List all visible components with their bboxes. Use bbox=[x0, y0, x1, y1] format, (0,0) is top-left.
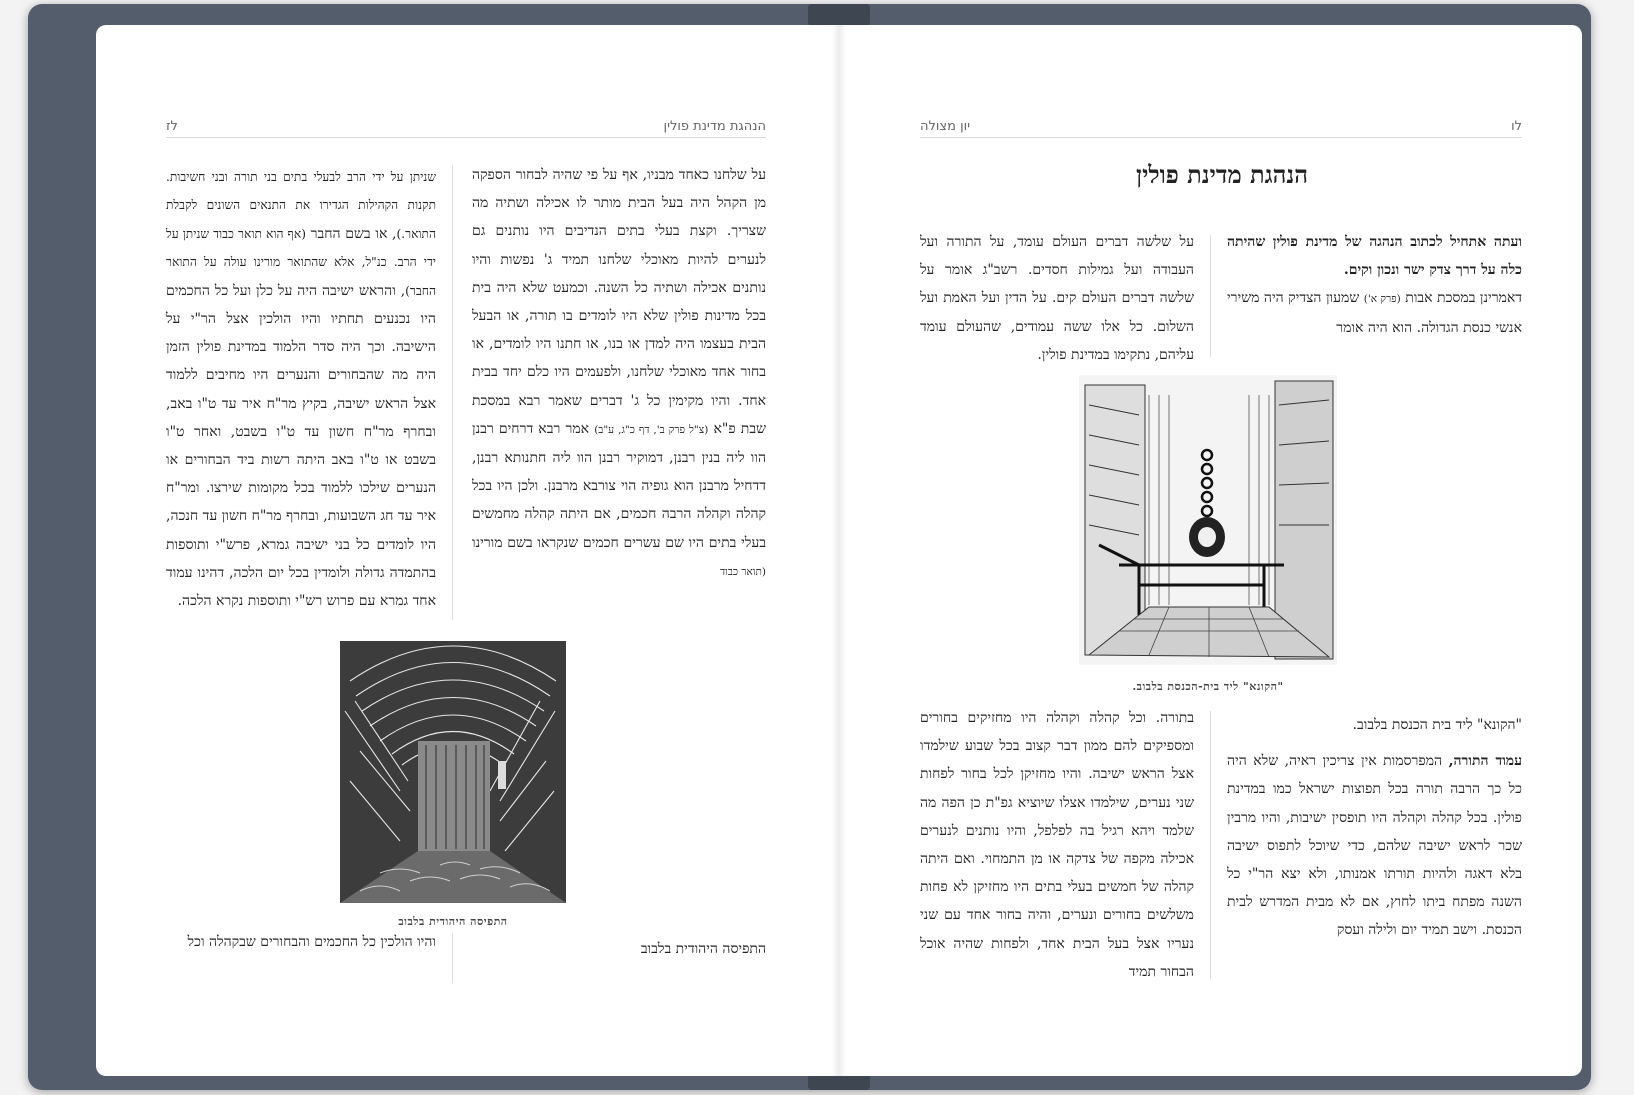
right-upper-left-column: על שלשה דברים העולם עומד, על התורה ועל העבודה ועל גמילות חסדים. רשב"ג אומר על שלשה דברים העולם קים. על הדין ועל האמת ועל השלום. כל אלו ששה עמודים, שהעולם עומד עליהם, נתקימו במדינת פולין. bbox=[920, 234, 1194, 363]
right-column-rule-top bbox=[1210, 235, 1211, 357]
right-running-title: יון מצולה bbox=[920, 119, 971, 134]
right-intro-column bbox=[1227, 228, 1522, 342]
left-col-left-text: שניתן על ידי הרב לבעלי בתים בני תורה ובני חשיבות. תקנות הקהילות הגדירו את התנאים השונים לקבלת התואר.), או בשם החבר (אף הוא תואר כבוד שניתן על ידי הרב. כנ"ל, אלא שהתואר מורינו עולה על התואר החבר), והראש ישיבה היה על כלן ועל כל החכמים היו נכנעים תחתיו והיו הולכין אצל הר"י על הישיבה. וכך היה סדר הלמוד במדינת פולין הזמן היה מה שהבחורים והנערים היו מחיבים ללמוד אצל הראש ישיבה, בקיץ מר"ח איר עד ט"ו באב, ובחרף מר"ח חשון עד ט"ו בשבט, ואחר ט"ו בשבט או ט"ו באב היתה רשות ביד הבחורים או הנערים שילכו ללמוד בכל מקומות שירצו. ומר"ח איר עד חג השבועות, ובחרף מר"ח חשון עד חנכה, היו לומדים כל בני ישיבה גמרא, פרש"י ותוספות בהתמדה גדולה ולומדין בכל יום הלכה, דהינו עמוד אחד גמרא עם פרוש רש"י ותוספות נקרא הלכה. bbox=[166, 170, 436, 610]
left-bottom-right-text: התפיסה היהודית בלבוב bbox=[640, 941, 766, 957]
right-lower-left-column: בתורה. וכל קהלה וקהלה היו מחזיקים בחורים ומספיקים להם ממון דבר קצוב בכל שבוע שילמדו אצל הראש ישיבה. והיו מחזיקן לכל בחור לפחות שני נערים, שילמדו אצלו שיוציא גפ"ת כן הפה מה שלמד ויהא רגיל בה לפלפל, והיו נותנים לנערים אכילה מקפה של צדקה או מן התמחוי. ואם היתה קהלה של חמשים בעלי בתים היו מחזיקן לא פחות משלשים בחורים ונערים, והיה בחור אחד עם שני נעריו אצל בעל הבית אחד, ולפחות שהיה אוכל הבחור תמיד bbox=[920, 710, 1194, 980]
lower-right-caption-line: "הקונא" ליד בית הכנסת בלבוב. bbox=[1352, 717, 1522, 733]
right-running-head bbox=[920, 97, 1522, 138]
right-figure-caption: "הקונא" ליד בית-הכנסת בלבוב. bbox=[1132, 680, 1284, 693]
left-column-rule-bottom bbox=[452, 933, 453, 983]
kuna-chain-engraving bbox=[1079, 375, 1337, 665]
left-running-title: הנהגת מדינת פולין bbox=[663, 119, 766, 134]
book-spread bbox=[96, 25, 1582, 1076]
prison-corridor-engraving bbox=[340, 641, 566, 903]
left-figure-caption: התפיסה היהודית בלבוב bbox=[398, 915, 508, 928]
chapter-title: הנהגת מדינת פולין bbox=[1135, 160, 1309, 189]
left-column-rule-top bbox=[452, 165, 453, 620]
right-page[interactable] bbox=[839, 25, 1582, 1076]
spine-tab-top bbox=[808, 4, 870, 26]
left-column-right bbox=[472, 161, 766, 586]
lower-right-text: עמוד התורה, המפרסמות אין צריכין ראיה, שלא היה כל כך הרבה תורה בכל תפוצות ישראל כמו במדינת פולין. בכל קהלה וקהלה היו תופסין ישיבות, והיו מרבין שכר לראש ישיבה שלהם, כדי שיוכל לתפוס ישיבה בלא דאגה ולהיות תורתו אמנותו, ולא יצא הר"י כל השנה מפתח ביתו לחוץ, אם לא מבית המדרש לבית הכנסת. וישב תמיד יום ולילה ועסק bbox=[1227, 753, 1523, 939]
left-running-head bbox=[166, 97, 766, 138]
left-bottom-left-text: והיו הולכין כל החכמים והבחורים שבקהלה וכל bbox=[187, 934, 436, 950]
left-column-left bbox=[166, 163, 436, 615]
left-page-number: לז bbox=[166, 119, 178, 134]
left-page[interactable] bbox=[96, 25, 838, 1076]
right-lower-right-column bbox=[1227, 711, 1522, 945]
left-col-right-text: על שלחנו כאחד מבניו, אף על פי שהיה לבחור הספקה מן הקהל היה בעל הבית מותר לו אכילה ושתיה מה שצריך. וקצת בעלי בתים הנדיבים היו נותנים גם לנערים להיות מאוכלי שלחנו תמיד ג' נפשות והיו נותנים אכילה ושתיה כל השנה. וכמעט שלא היה בית בכל מדינות פולין שלא היו לומדים בו תורה, או הבעל הבית בעצמו היה למדן או בנו, או חתנו היו לומדים, או בחור אחד מאוכלי שלחנו, ולפעמים היו כלם יחד בבית אחד. והיו מקימין כל ג' דברים שאמר רבא במסכת שבת פ"א (צ"ל פרק ב', דף כ"ג, ע"ב) אמר רבא דרחים רבנן הוו ליה בנין רבנן, דמוקיר רבנן הוו ליה חתנותא רבנן, דדחיל מרבנן הוא גופיה הוי צורבא מרבנן. ולכן היו בכל קהלה וקהלה הרבה חכמים, אם היתה קהלה מחמשים בעלי בתים היו שם עשרים חכמים שנקראו בשם מורינו (תואר כבוד bbox=[472, 167, 767, 578]
book-viewer-frame bbox=[28, 4, 1591, 1090]
intro-text: דאמרינן במסכת אבות (פרק א') שמעון הצדיק היה משירי אנשי כנסת הגדולה. הוא היה אומר bbox=[1227, 290, 1523, 336]
right-column-rule-bottom bbox=[1210, 711, 1211, 979]
intro-bold-text: ועתה אתחיל לכתוב הנהגה של מדינת פולין שהיתה כלה על דרך צדק ישר ונכון וקים. bbox=[1227, 234, 1522, 279]
right-page-number: לו bbox=[1511, 119, 1522, 134]
